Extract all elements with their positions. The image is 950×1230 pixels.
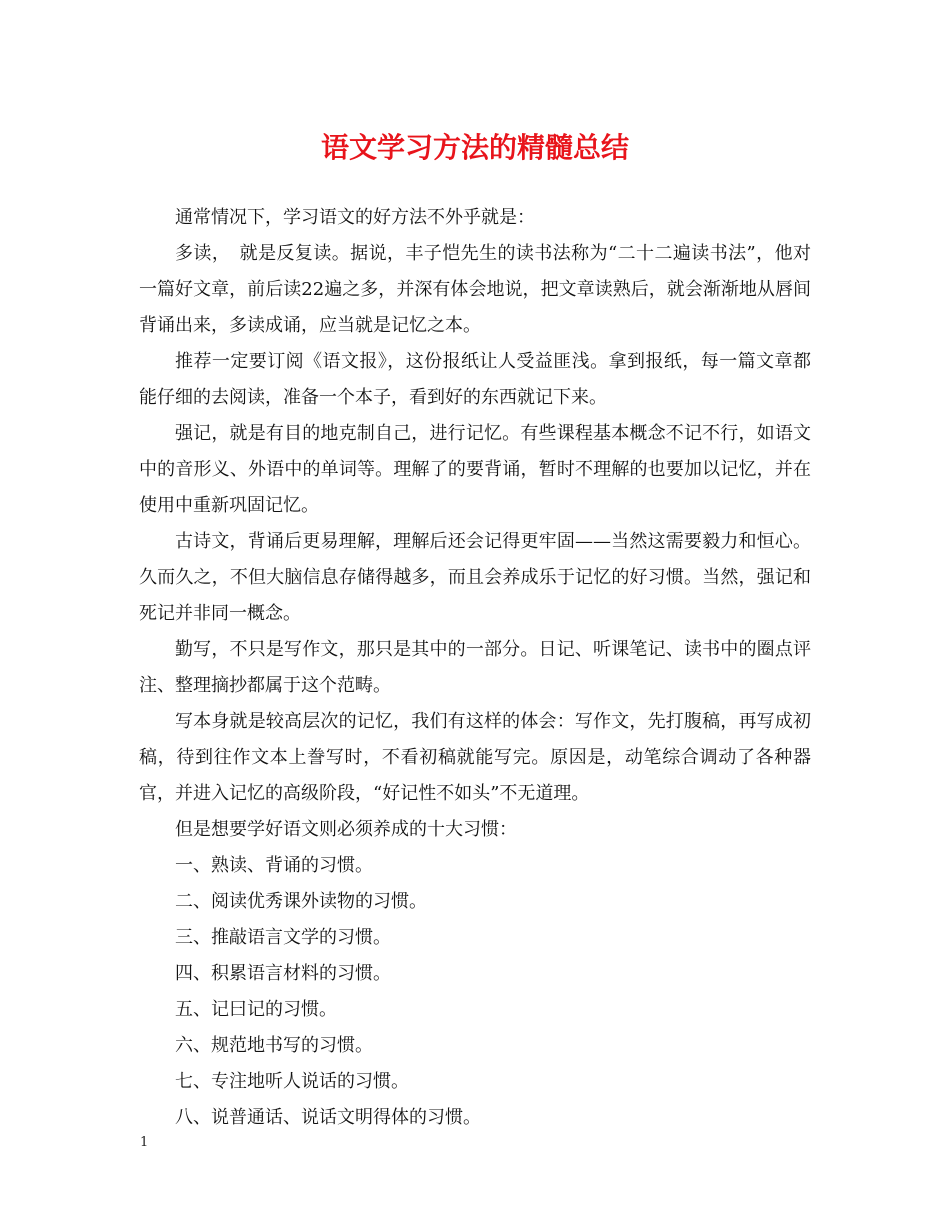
- habit-list-item: 四、积累语言材料的习惯。: [175, 963, 391, 984]
- habit-list-item: 五、记曰记的习惯。: [175, 999, 337, 1020]
- paragraph: 勤写，不只是写作文，那只是其中的一部分。日记、听课笔记、读书中的圈点评注、整理摘抄都属于这个范畴。: [139, 639, 811, 696]
- paragraph: 写本身就是较高层次的记忆，我们有这样的体会：写作文，先打腹稿，再写成初稿，待到往作文本上誊写时，不看初稿就能写完。原因是，动笔综合调动了各种器官，并进入记忆的高级阶段，“好记性不如头”不无道理。: [139, 711, 811, 804]
- paragraph: 推荐一定要订阅《语文报》，这份报纸让人受益匪浅。拿到报纸，每一篇文章都能仔细的去阅读，准备一个本子，看到好的东西就记下来。: [139, 351, 811, 408]
- habit-list-item: 七、专注地听人说话的习惯。: [175, 1071, 409, 1092]
- habit-list-item: 六、规范地书写的习惯。: [175, 1035, 373, 1056]
- habit-list-item: 一、熟读、背诵的习惯。: [175, 855, 373, 876]
- paragraph: 古诗文，背诵后更易理解，理解后还会记得更牢固——当然这需要毅力和恒心。久而久之，不但大脑信息存储得越多，而且会养成乐于记忆的好习惯。当然，强记和死记并非同一概念。: [139, 531, 811, 624]
- paragraph: 多读， 就是反复读。据说，丰子恺先生的读书法称为“二十二遍读书法”，他对一篇好文章，前后读22遍之多，并深有体会地说，把文章读熟后，就会渐渐地从唇间背诵出来，多读成诵，应当就是记忆之本。: [139, 243, 811, 336]
- paragraph: 但是想要学好语文则必须养成的十大习惯：: [175, 819, 517, 840]
- habit-list-item: 八、说普通话、说话文明得体的习惯。: [175, 1107, 481, 1128]
- habit-list-item: 三、推敲语言文学的习惯。: [175, 927, 391, 948]
- paragraph: 通常情况下，学习语文的好方法不外乎就是：: [175, 207, 535, 228]
- habit-list-item: 二、阅读优秀课外读物的习惯。: [175, 891, 427, 912]
- page-number: 1: [140, 1135, 149, 1150]
- document-body: [139, 200, 811, 1136]
- paragraph: 强记，就是有目的地克制自己，进行记忆。有些课程基本概念不记不行，如语文中的音形义、外语中的单词等。理解了的要背诵，暂时不理解的也要加以记忆，并在使用中重新巩固记忆。: [139, 423, 811, 516]
- document-title: 语文学习方法的精髓总结: [320, 131, 629, 164]
